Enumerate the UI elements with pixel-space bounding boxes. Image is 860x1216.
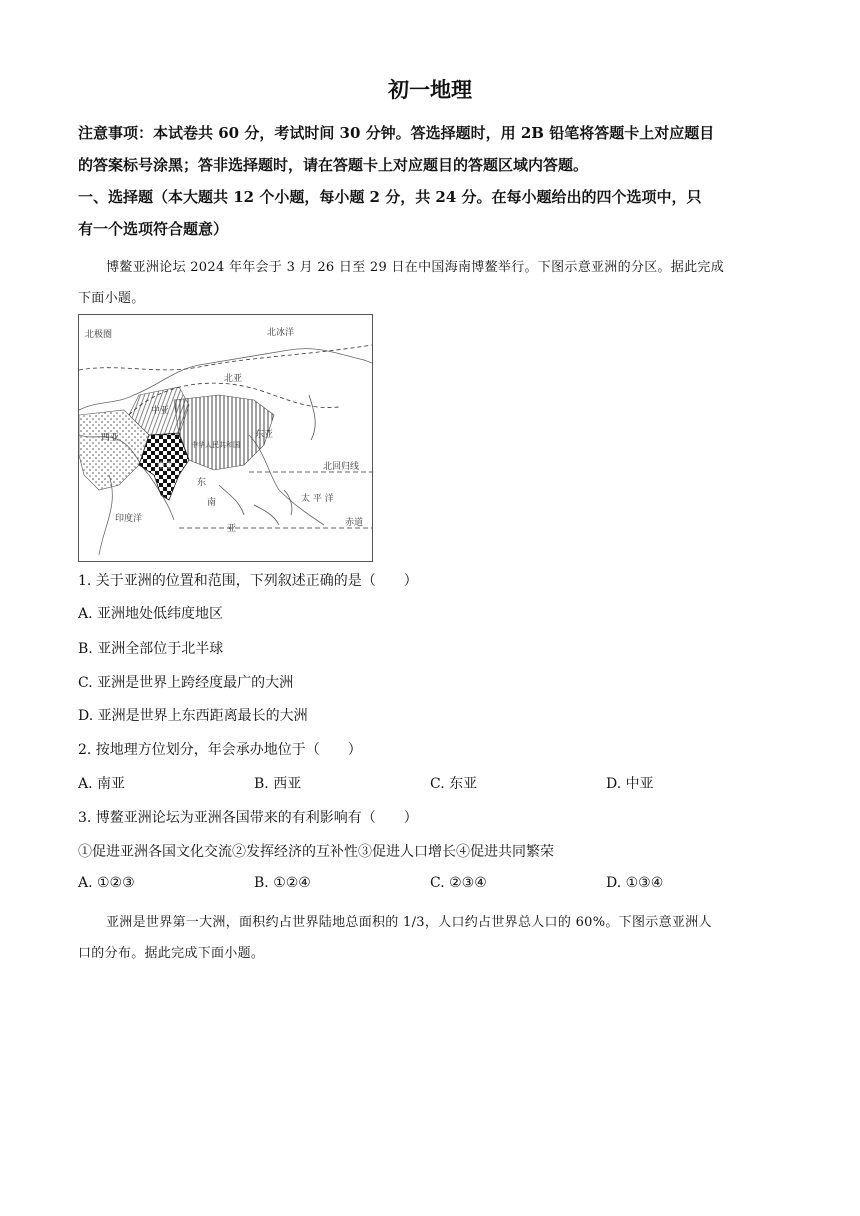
map-label-central-asia: 中亚 [151, 406, 170, 416]
map-label-equator: 赤道 [345, 518, 364, 528]
map-label-tropic: 北回归线 [323, 462, 360, 472]
question-3-option-a: A. ①②③ [78, 875, 135, 891]
question-3-items: ①促进亚洲各国文化交流②发挥经济的互补性③促进人口增长④促进共同繁荣 [78, 844, 554, 860]
question-2-option-b: B. 西亚 [254, 776, 302, 792]
question-1-option-d: D. 亚洲是世界上东西距离最长的大洲 [78, 708, 308, 724]
question-3-option-c: C. ②③④ [430, 875, 487, 891]
question-1-stem: 1. 关于亚洲的位置和范围，下列叙述正确的是（ ） [78, 573, 418, 589]
intro-2-line-1: 亚洲是世界第一大洲，面积约占世界陆地总面积的 1/3，人口约占世界总人口的 60%。下图示意亚洲人 [106, 915, 712, 930]
intro-1-line-2: 下面小题。 [78, 291, 145, 306]
question-3-option-d: D. ①③④ [606, 875, 664, 891]
question-3-stem: 3. 博鳌亚洲论坛为亚洲各国带来的有利影响有（ ） [78, 810, 418, 826]
map-label-indian-ocean: 印度洋 [115, 514, 143, 524]
intro-2-line-2: 口的分布。据此完成下面小题。 [78, 946, 265, 961]
map-label-north-asia: 北亚 [224, 374, 243, 384]
section-heading-line-1: 一、选择题（本大题共 12 个小题，每小题 2 分，共 24 分。在每小题给出的四个选项中，只 [78, 188, 702, 206]
question-1-option-c: C. 亚洲是世界上跨经度最广的大洲 [78, 675, 294, 691]
question-2-option-d: D. 中亚 [606, 776, 654, 792]
map-label-pacific: 太 平 洋 [301, 494, 334, 504]
map-label-south-asia: 南亚 [157, 461, 173, 470]
notice-line-2: 的答案标号涂黑；答非选择题时，请在答题卡上对应题目的答题区域内答题。 [78, 156, 589, 174]
notice-line-1: 注意事项：本试卷共 60 分，考试时间 30 分钟。答选择题时，用 2B 铅笔将答题卡上对应题目 [78, 124, 715, 142]
intro-1-line-1: 博鳌亚洲论坛 2024 年年会于 3 月 26 日至 29 日在中国海南博鳌举行。下图示意亚洲的分区。据此完成 [106, 260, 724, 275]
question-2-option-a: A. 南亚 [78, 776, 126, 792]
section-heading-line-2: 有一个选项符合题意） [78, 220, 229, 238]
question-2-stem: 2. 按地理方位划分，年会承办地位于（ ） [78, 742, 362, 758]
map-label-china: 中华人民共和国 [191, 441, 240, 449]
map-label-southeast-2: 南 [207, 498, 217, 508]
map-label-arctic-circle: 北极圈 [85, 330, 113, 340]
map-label-west-asia: 西亚 [101, 433, 120, 443]
map-label-southeast-1: 东 [197, 478, 207, 488]
asia-regions-map [78, 314, 373, 562]
map-label-arctic-ocean: 北冰洋 [267, 328, 295, 338]
question-3-option-b: B. ①②④ [254, 875, 311, 891]
question-1-option-b: B. 亚洲全部位于北半球 [78, 641, 224, 657]
map-label-southeast-3: 亚 [227, 524, 237, 534]
map-label-east-asia: 东亚 [255, 430, 274, 440]
question-2-option-c: C. 东亚 [430, 776, 478, 792]
page-title: 初一地理 [388, 77, 472, 102]
question-1-option-a: A. 亚洲地处低纬度地区 [78, 606, 224, 622]
